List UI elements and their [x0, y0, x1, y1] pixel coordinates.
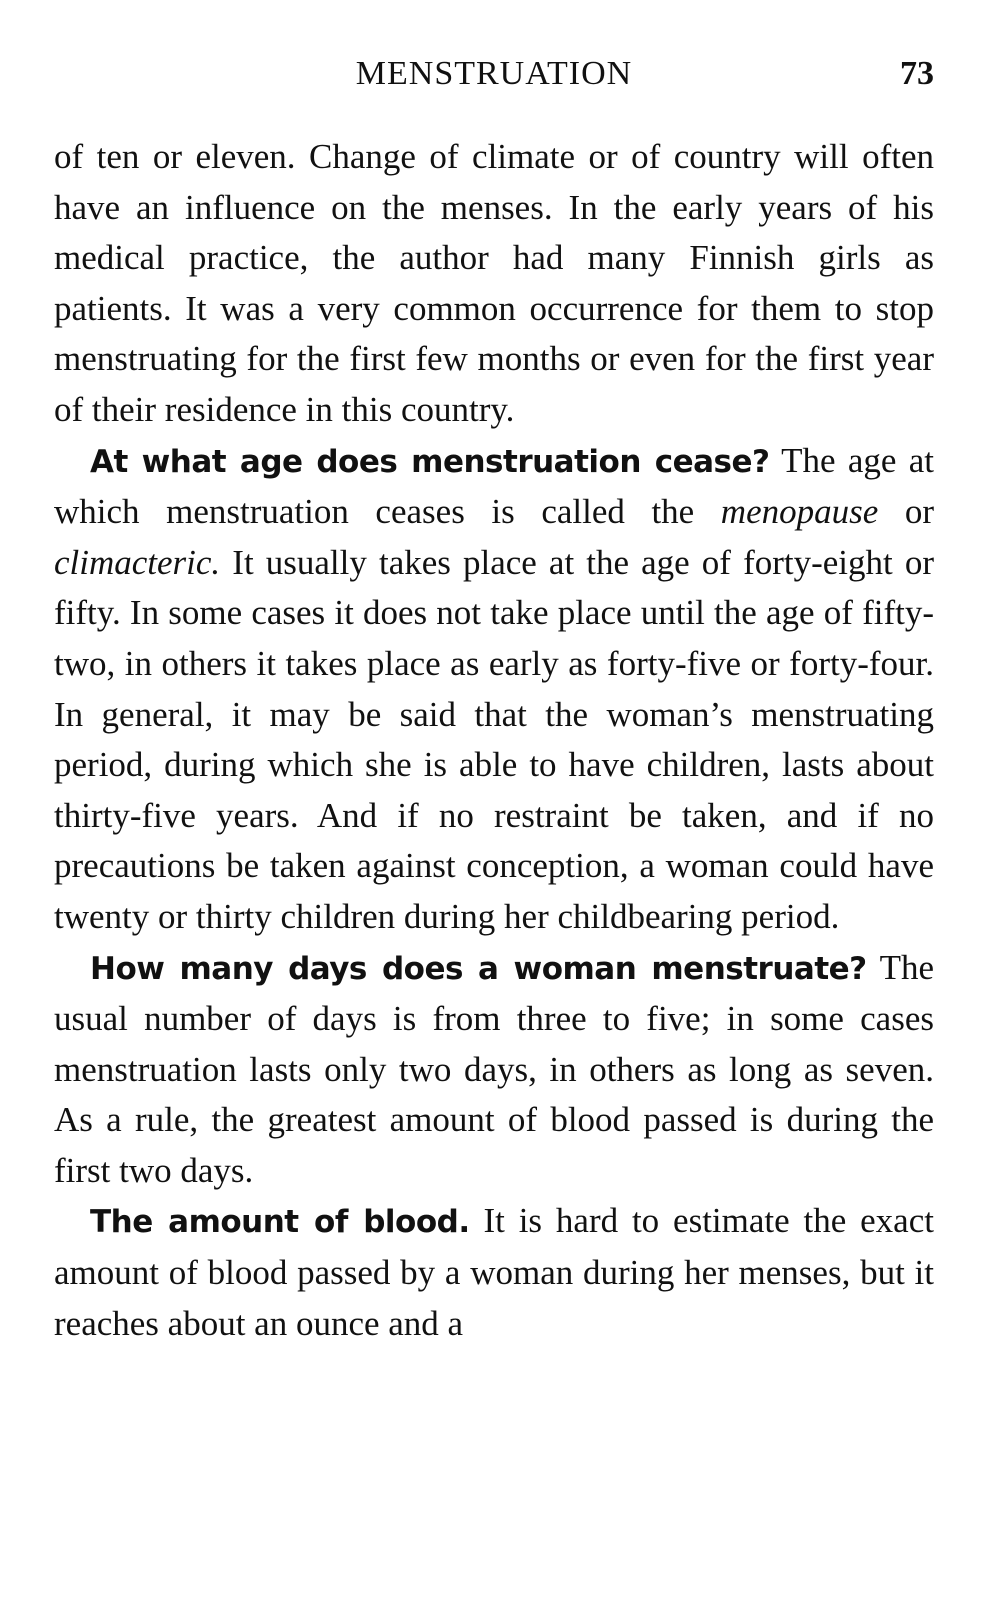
- italic-term: climacteric.: [54, 542, 221, 582]
- paragraph-text: It is hard to estimate the exact amount of blood passed by a woman during her menses, but it reaches about an ounce and a: [54, 1201, 934, 1343]
- italic-term: menopause: [720, 492, 879, 532]
- paragraph-blood-amount: [54, 1196, 934, 1349]
- paragraph-text: It usually takes place at the age of forty-eight or fifty. In some cases it does not take place until the age of fifty-two, in others it takes place as early as forty-five or forty-four. In general, it may be said that the woman’s menstruating period, during which she is able to have children, lasts about thirty-five years. And if no restraint be taken, and if no precautions be taken against conception, a woman could have twenty or thirty children during her childbearing period.: [54, 542, 934, 936]
- paragraph-text: of ten or eleven. Change of climate or of country will often have an influence on the menses. In the early years of his medical practice, the author had many Finnish girls as patients. It was a very common occurrence for them to stop menstruating for the first few months or even for the first year of their residence in this country.: [54, 137, 934, 429]
- paragraph-text: The usual number of days is from three to five; in some cases menstruation lasts only two days, in others as long as seven. As a rule, the greatest amount of blood passed is during the first two days.: [54, 947, 934, 1190]
- running-head: [54, 52, 934, 96]
- page-number: 73: [900, 55, 934, 92]
- question-heading: The amount of blood.: [90, 1204, 470, 1241]
- paragraph-text: The age at which menstruation ceases is called the: [54, 440, 934, 532]
- running-title: MENSTRUATION: [355, 55, 633, 92]
- question-heading: How many days does a woman menstruate?: [90, 950, 867, 987]
- question-heading: At what age does menstruation cease?: [90, 443, 770, 480]
- paragraph-text: or: [878, 492, 935, 532]
- paragraph-continuation: [54, 132, 934, 436]
- body-text: [54, 132, 934, 1349]
- paragraph-menopause: [54, 436, 934, 943]
- paragraph-duration: [54, 943, 934, 1197]
